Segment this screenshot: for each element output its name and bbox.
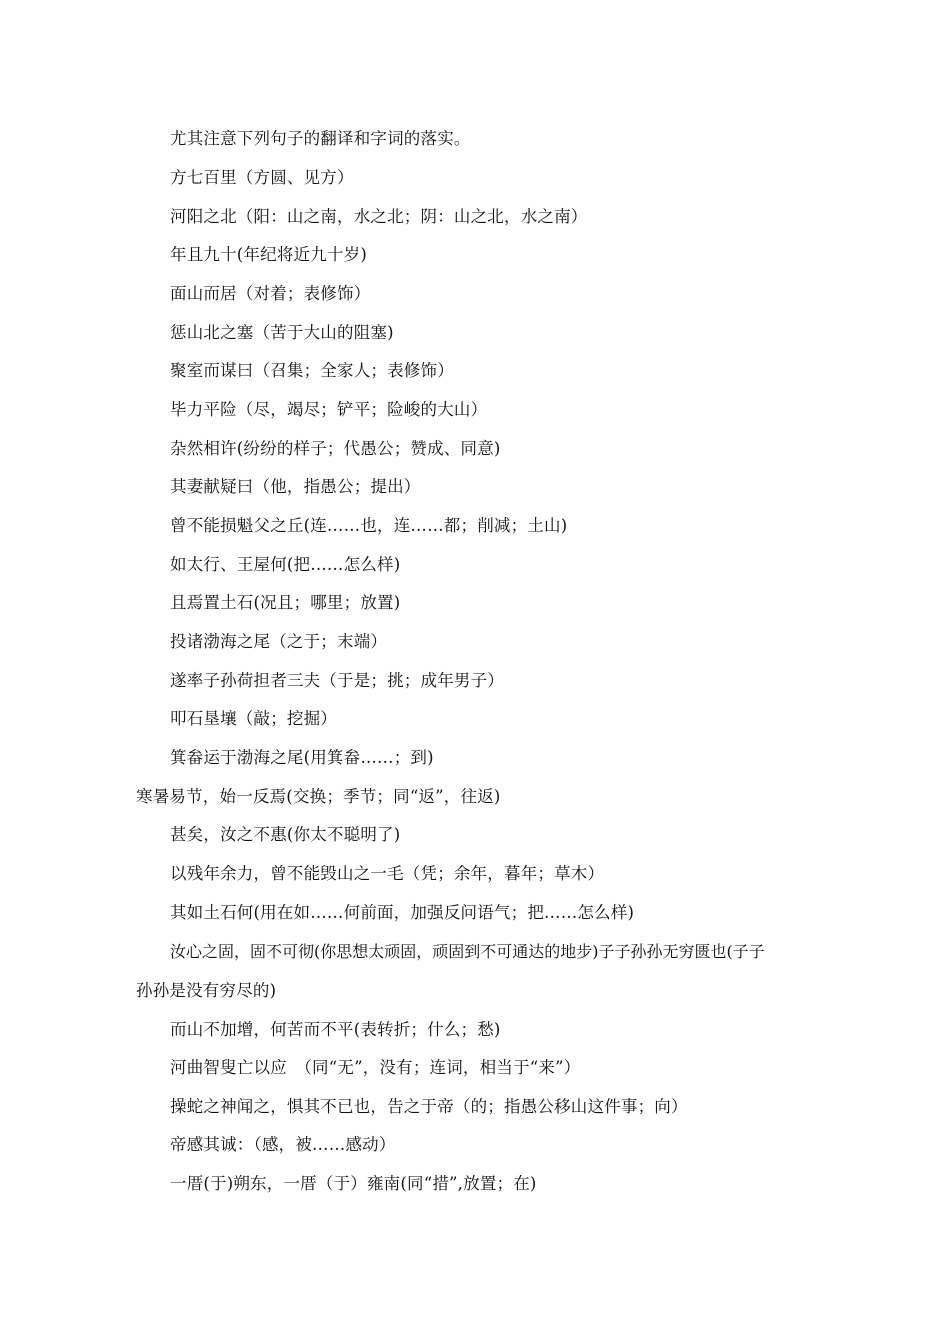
text-line: 箕畚运于渤海之尾(用箕畚……；到)	[170, 748, 434, 767]
intro-line: 尤其注意下列句子的翻译和字词的落实。	[170, 129, 471, 148]
text-line: 年且九十(年纪将近九十岁)	[170, 245, 367, 264]
text-line: 其妻献疑曰（他，指愚公；提出）	[170, 477, 421, 496]
text-line: 其如土石何(用在如……何前面，加强反问语气；把……怎么样)	[170, 903, 635, 922]
text-line: 且焉置土石(况且；哪里；放置)	[170, 593, 401, 612]
text-line: 叩石垦壤（敲；挖掘）	[170, 709, 337, 728]
text-line: 河阳之北（阳：山之南，水之北；阴：山之北，水之南）	[170, 207, 588, 226]
text-line: 河曲智叟亡以应 （同“无”，没有；连词，相当于“来”）	[170, 1058, 581, 1077]
text-line: 曾不能损魁父之丘(连……也，连……都；削减；土山)	[170, 516, 568, 535]
text-line: 以残年余力，曾不能毁山之一毛（凭；余年，暮年；草木）	[170, 864, 605, 883]
text-line: 操蛇之神闻之，惧其不已也，告之于帝（的；指愚公移山这件事；向）	[170, 1097, 688, 1116]
text-line: 投诸渤海之尾（之于；末端）	[170, 632, 388, 651]
text-line: 寒暑易节，始一反焉(交换；季节；同“返”，往返)	[136, 787, 501, 806]
text-line: 遂率子孙荷担者三夫（于是；挑；成年男子）	[170, 671, 504, 690]
text-line: 甚矣，汝之不惠(你太不聪明了)	[170, 825, 401, 844]
text-line: 方七百里（方圆、见方）	[170, 168, 354, 187]
text-line: 惩山北之塞（苦于大山的阻塞)	[170, 323, 394, 342]
text-line: 杂然相许(纷纷的样子；代愚公；赞成、同意)	[170, 439, 501, 458]
text-line: 聚室而谋曰（召集；全家人；表修饰）	[170, 361, 454, 380]
text-line: 面山而居（对着；表修饰）	[170, 284, 371, 303]
text-line: 孙孙是没有穷尽的)	[136, 981, 277, 1000]
text-line: 如太行、王屋何(把……怎么样)	[170, 555, 401, 574]
text-line: 帝感其诚：（感，被……感动）	[170, 1135, 396, 1154]
text-line: 汝心之固，固不可彻(你思想太顽固，顽固到不可通达的地步)子子孙孙无穷匮也(子子	[170, 942, 765, 961]
text-line: 而山不加增，何苦而不平(表转折；什么；愁)	[170, 1020, 501, 1039]
text-line: 毕力平险（尽，竭尽；铲平；险峻的大山）	[170, 400, 488, 419]
text-line: 一厝(于)朔东，一厝（于）雍南(同“措”,放置；在)	[170, 1174, 537, 1193]
